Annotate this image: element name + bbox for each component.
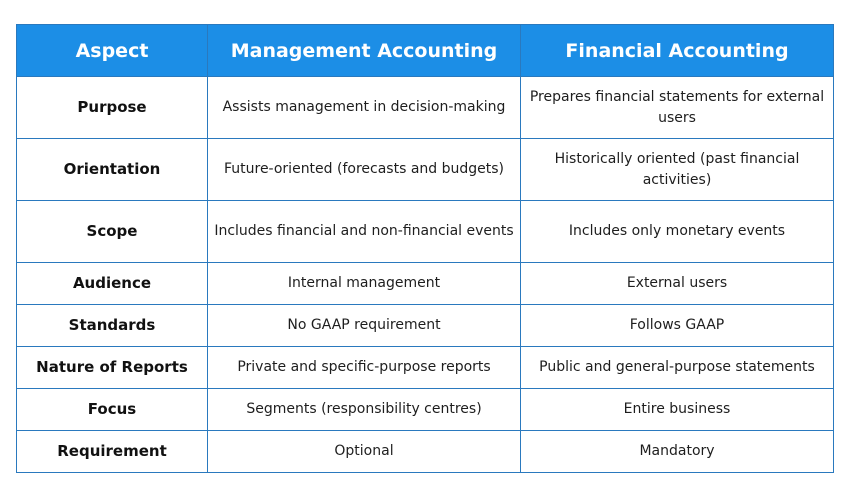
comparison-table-container [16, 24, 833, 473]
aspect-cell: Standards [17, 305, 208, 347]
header-financial-accounting: Financial Accounting [521, 25, 834, 77]
management-cell: Segments (responsibility centres) [208, 389, 521, 431]
financial-cell: Mandatory [521, 431, 834, 473]
header-management-accounting: Management Accounting [208, 25, 521, 77]
table-row [17, 305, 834, 347]
management-cell: Includes financial and non-financial events [208, 201, 521, 263]
management-cell: Assists management in decision-making [208, 77, 521, 139]
management-cell: Optional [208, 431, 521, 473]
management-cell: Private and specific-purpose reports [208, 347, 521, 389]
financial-cell: External users [521, 263, 834, 305]
table-row [17, 201, 834, 263]
management-cell: Internal management [208, 263, 521, 305]
table-row [17, 263, 834, 305]
management-cell: Future-oriented (forecasts and budgets) [208, 139, 521, 201]
table-row [17, 389, 834, 431]
aspect-cell: Purpose [17, 77, 208, 139]
financial-cell: Prepares financial statements for external users [521, 77, 834, 139]
comparison-table [16, 24, 834, 473]
aspect-cell: Focus [17, 389, 208, 431]
table-row [17, 431, 834, 473]
financial-cell: Follows GAAP [521, 305, 834, 347]
header-aspect: Aspect [17, 25, 208, 77]
aspect-cell: Audience [17, 263, 208, 305]
aspect-cell: Requirement [17, 431, 208, 473]
table-row [17, 77, 834, 139]
financial-cell: Historically oriented (past financial activities) [521, 139, 834, 201]
financial-cell: Includes only monetary events [521, 201, 834, 263]
financial-cell: Public and general-purpose statements [521, 347, 834, 389]
table-header-row [17, 25, 834, 77]
table-row [17, 139, 834, 201]
aspect-cell: Nature of Reports [17, 347, 208, 389]
financial-cell: Entire business [521, 389, 834, 431]
management-cell: No GAAP requirement [208, 305, 521, 347]
aspect-cell: Orientation [17, 139, 208, 201]
aspect-cell: Scope [17, 201, 208, 263]
table-row [17, 347, 834, 389]
